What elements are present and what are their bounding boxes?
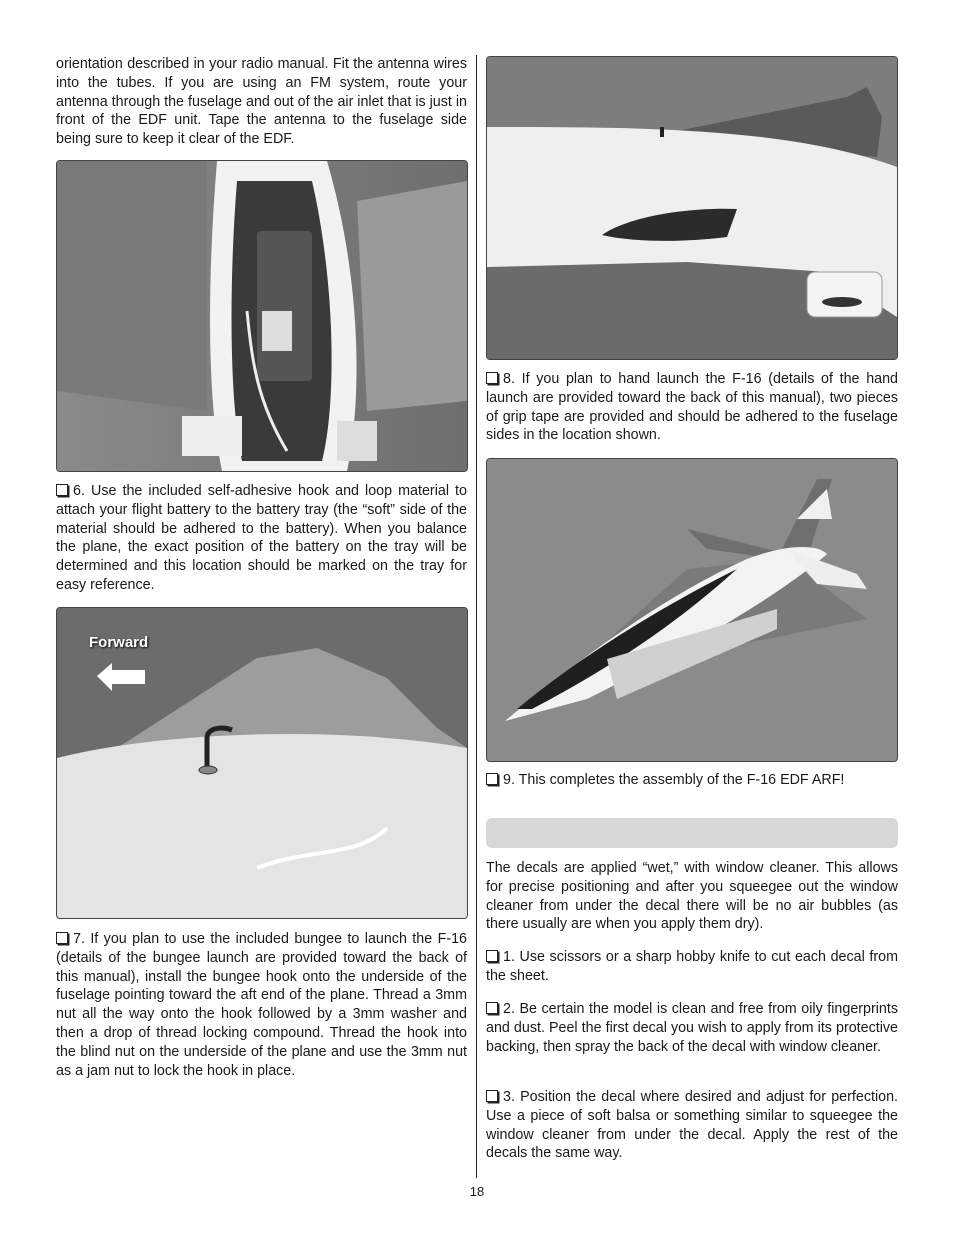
decal-intro: The decals are applied “wet,” with window cleaner. This allows for precise positioning and after you squeegee out the window cleaner from under the decal there will be no air bubbles (as there usually are when you apply them dry). — [486, 860, 898, 933]
checkbox-icon[interactable] — [486, 1090, 498, 1102]
step-7 — [56, 930, 467, 1080]
step-7-text: 7. If you plan to use the included bungee to launch the F-16 (details of the bungee launch are provided toward the back of this manual), install the bungee hook onto the underside of the fuselage pointing toward the aft end of the plane. Thread a 3mm nut all the way onto the hook followed by a 3mm washer and then a drop of thread locking compound. Thread the hook into the blind nut on the underside of the plane and use the 3mm nut as a jam nut to lock the hook in place. — [56, 931, 467, 1079]
intro-paragraph: orientation described in your radio manual. Fit the antenna wires into the tubes. If you are using an FM system, route your antenna through the fuselage and out of the air inlet that is just in front of the EDF unit. Tape the antenna to the fuselage side being sure to keep it clear of the EDF. — [56, 56, 467, 148]
step-6 — [56, 482, 467, 595]
photo-grip-tape — [486, 56, 898, 360]
decal-step-2-text: 2. Be certain the model is clean and free from oily fingerprints and dust. Peel the first decal you wish to apply from its protective backing, then spray the back of the decal with window cleaner. — [486, 1001, 898, 1055]
step-8-text: 8. If you plan to hand launch the F-16 (details of the hand launch are provided toward the back of this manual), two pieces of grip tape are provided and should be adhered to the fuselage sides in the location shown. — [486, 371, 898, 444]
checkbox-icon[interactable] — [56, 932, 68, 944]
checkbox-icon[interactable] — [56, 484, 68, 496]
step-9 — [486, 771, 898, 790]
decal-step-3-text: 3. Position the decal where desired and adjust for perfection. Use a piece of soft balsa or something similar to squeegee the window cleaner from under the decal. Apply the rest of the decals the same way. — [486, 1089, 898, 1162]
checkbox-icon[interactable] — [486, 372, 498, 384]
forward-label: Forward — [89, 634, 149, 651]
step-8 — [486, 370, 898, 445]
photo-completed-jet — [486, 458, 898, 762]
checkbox-icon[interactable] — [486, 1002, 498, 1014]
decal-step-1 — [486, 948, 898, 986]
checkbox-icon[interactable] — [486, 950, 498, 962]
column-divider — [476, 55, 477, 1178]
photo-battery-tray — [56, 160, 468, 472]
section-header-bar — [486, 818, 898, 848]
decal-step-1-text: 1. Use scissors or a sharp hobby knife to cut each decal from the sheet. — [486, 949, 898, 984]
decal-step-3 — [486, 1088, 898, 1163]
page-number: 18 — [469, 1184, 485, 1199]
decal-step-2 — [486, 1000, 898, 1056]
step-6-text: 6. Use the included self-adhesive hook and loop material to attach your flight battery to the battery tray (the “soft” side of the material should be adhered to the battery). When you balance the plane, the exact position of the battery on the tray will be determined and this location should be marked on the tray for easy reference. — [56, 483, 467, 593]
step-9-text: 9. This completes the assembly of the F-16 EDF ARF! — [503, 772, 845, 788]
photo-bungee-hook — [56, 607, 468, 919]
checkbox-icon[interactable] — [486, 773, 498, 785]
